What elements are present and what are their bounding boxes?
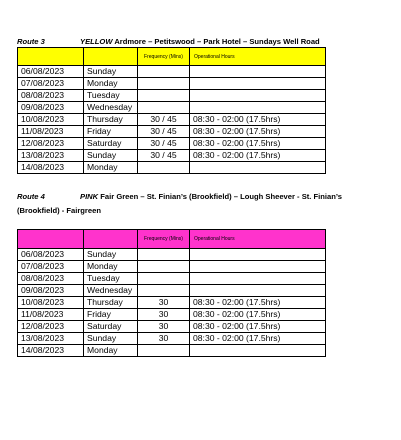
date-cell: 09/08/2023 bbox=[18, 285, 84, 297]
hours-cell bbox=[190, 345, 326, 357]
hours-cell: 08:30 - 02:00 (17.5hrs) bbox=[190, 297, 326, 309]
table-row bbox=[18, 321, 326, 333]
date-cell: 12/08/2023 bbox=[18, 138, 84, 150]
day-cell: Wednesday bbox=[84, 285, 138, 297]
day-cell: Sunday bbox=[84, 66, 138, 78]
table-row bbox=[18, 90, 326, 102]
date-cell: 08/08/2023 bbox=[18, 273, 84, 285]
frequency-cell bbox=[138, 78, 190, 90]
hours-cell bbox=[190, 66, 326, 78]
date-cell: 14/08/2023 bbox=[18, 345, 84, 357]
frequency-cell: 30 bbox=[138, 309, 190, 321]
route4-header-row bbox=[18, 230, 326, 249]
hours-cell: 08:30 - 02:00 (17.5hrs) bbox=[190, 138, 326, 150]
frequency-cell bbox=[138, 162, 190, 174]
date-cell: 11/08/2023 bbox=[18, 126, 84, 138]
hours-cell bbox=[190, 90, 326, 102]
day-cell: Sunday bbox=[84, 150, 138, 162]
table-row bbox=[18, 333, 326, 345]
hours-cell bbox=[190, 249, 326, 261]
day-cell: Saturday bbox=[84, 321, 138, 333]
date-cell: 06/08/2023 bbox=[18, 66, 84, 78]
date-cell: 09/08/2023 bbox=[18, 102, 84, 114]
table-row bbox=[18, 102, 326, 114]
hours-cell: 08:30 - 02:00 (17.5hrs) bbox=[190, 321, 326, 333]
day-cell: Wednesday bbox=[84, 102, 138, 114]
date-cell: 08/08/2023 bbox=[18, 90, 84, 102]
day-cell: Sunday bbox=[84, 249, 138, 261]
day-cell: Monday bbox=[84, 162, 138, 174]
frequency-cell: 30 / 45 bbox=[138, 150, 190, 162]
date-cell: 07/08/2023 bbox=[18, 261, 84, 273]
route3-header-day bbox=[84, 48, 138, 66]
table-row bbox=[18, 126, 326, 138]
hours-cell: 08:30 - 02:00 (17.5hrs) bbox=[190, 333, 326, 345]
frequency-cell: 30 / 45 bbox=[138, 126, 190, 138]
frequency-cell bbox=[138, 261, 190, 273]
frequency-cell: 30 bbox=[138, 321, 190, 333]
table-row bbox=[18, 78, 326, 90]
frequency-cell bbox=[138, 273, 190, 285]
table-row bbox=[18, 345, 326, 357]
route3-title: Ardmore – Petitswood – Park Hotel – Sundays Well Road bbox=[114, 37, 320, 46]
route4-title-line2: (Brookfield) - Fairgreen bbox=[17, 206, 101, 215]
route3-color-word: YELLOW bbox=[80, 37, 113, 46]
frequency-cell bbox=[138, 102, 190, 114]
table-row bbox=[18, 261, 326, 273]
frequency-cell: 30 / 45 bbox=[138, 138, 190, 150]
table-row bbox=[18, 309, 326, 321]
hours-cell: 08:30 - 02:00 (17.5hrs) bbox=[190, 126, 326, 138]
table-row bbox=[18, 285, 326, 297]
frequency-cell bbox=[138, 66, 190, 78]
day-cell: Tuesday bbox=[84, 90, 138, 102]
hours-cell bbox=[190, 102, 326, 114]
route4-header-day bbox=[84, 230, 138, 249]
day-cell: Monday bbox=[84, 261, 138, 273]
table-row bbox=[18, 162, 326, 174]
frequency-cell bbox=[138, 90, 190, 102]
table-row bbox=[18, 297, 326, 309]
route3-heading bbox=[17, 37, 397, 47]
route4-timetable bbox=[17, 229, 326, 357]
date-cell: 13/08/2023 bbox=[18, 333, 84, 345]
day-cell: Tuesday bbox=[84, 273, 138, 285]
hours-cell bbox=[190, 78, 326, 90]
hours-cell bbox=[190, 162, 326, 174]
frequency-cell bbox=[138, 249, 190, 261]
route4-color-word: PINK bbox=[80, 192, 99, 201]
date-cell: 10/08/2023 bbox=[18, 114, 84, 126]
route3-header-hours: Operational Hours bbox=[190, 48, 326, 66]
day-cell: Sunday bbox=[84, 333, 138, 345]
day-cell: Friday bbox=[84, 126, 138, 138]
table-row bbox=[18, 138, 326, 150]
route3-header-row bbox=[18, 48, 326, 66]
date-cell: 13/08/2023 bbox=[18, 150, 84, 162]
day-cell: Monday bbox=[84, 78, 138, 90]
frequency-cell bbox=[138, 345, 190, 357]
table-row bbox=[18, 150, 326, 162]
date-cell: 10/08/2023 bbox=[18, 297, 84, 309]
date-cell: 07/08/2023 bbox=[18, 78, 84, 90]
route3-label: Route 3 bbox=[17, 37, 45, 46]
day-cell: Friday bbox=[84, 309, 138, 321]
table-row bbox=[18, 273, 326, 285]
frequency-cell: 30 / 45 bbox=[138, 114, 190, 126]
frequency-cell: 30 bbox=[138, 333, 190, 345]
date-cell: 06/08/2023 bbox=[18, 249, 84, 261]
frequency-cell bbox=[138, 285, 190, 297]
route3-header-frequency: Frequency (Mins) bbox=[138, 48, 190, 66]
route4-header-frequency: Frequency (Mins) bbox=[138, 230, 190, 249]
date-cell: 12/08/2023 bbox=[18, 321, 84, 333]
hours-cell bbox=[190, 273, 326, 285]
table-row bbox=[18, 66, 326, 78]
route4-title-line1: Fair Green – St. Finian’s (Brookfield) – Lough Sheever - St. Finian’s bbox=[100, 192, 342, 201]
table-row bbox=[18, 249, 326, 261]
day-cell: Thursday bbox=[84, 297, 138, 309]
date-cell: 11/08/2023 bbox=[18, 309, 84, 321]
route4-heading bbox=[17, 192, 397, 202]
route3-header-date bbox=[18, 48, 84, 66]
hours-cell: 08:30 - 02:00 (17.5hrs) bbox=[190, 114, 326, 126]
day-cell: Monday bbox=[84, 345, 138, 357]
hours-cell: 08:30 - 02:00 (17.5hrs) bbox=[190, 150, 326, 162]
route3-timetable bbox=[17, 47, 326, 174]
route4-header-hours: Operational Hours bbox=[190, 230, 326, 249]
table-row bbox=[18, 114, 326, 126]
route4-header-date bbox=[18, 230, 84, 249]
route4-label: Route 4 bbox=[17, 192, 45, 201]
day-cell: Thursday bbox=[84, 114, 138, 126]
hours-cell bbox=[190, 261, 326, 273]
hours-cell bbox=[190, 285, 326, 297]
frequency-cell: 30 bbox=[138, 297, 190, 309]
hours-cell: 08:30 - 02:00 (17.5hrs) bbox=[190, 309, 326, 321]
day-cell: Saturday bbox=[84, 138, 138, 150]
date-cell: 14/08/2023 bbox=[18, 162, 84, 174]
